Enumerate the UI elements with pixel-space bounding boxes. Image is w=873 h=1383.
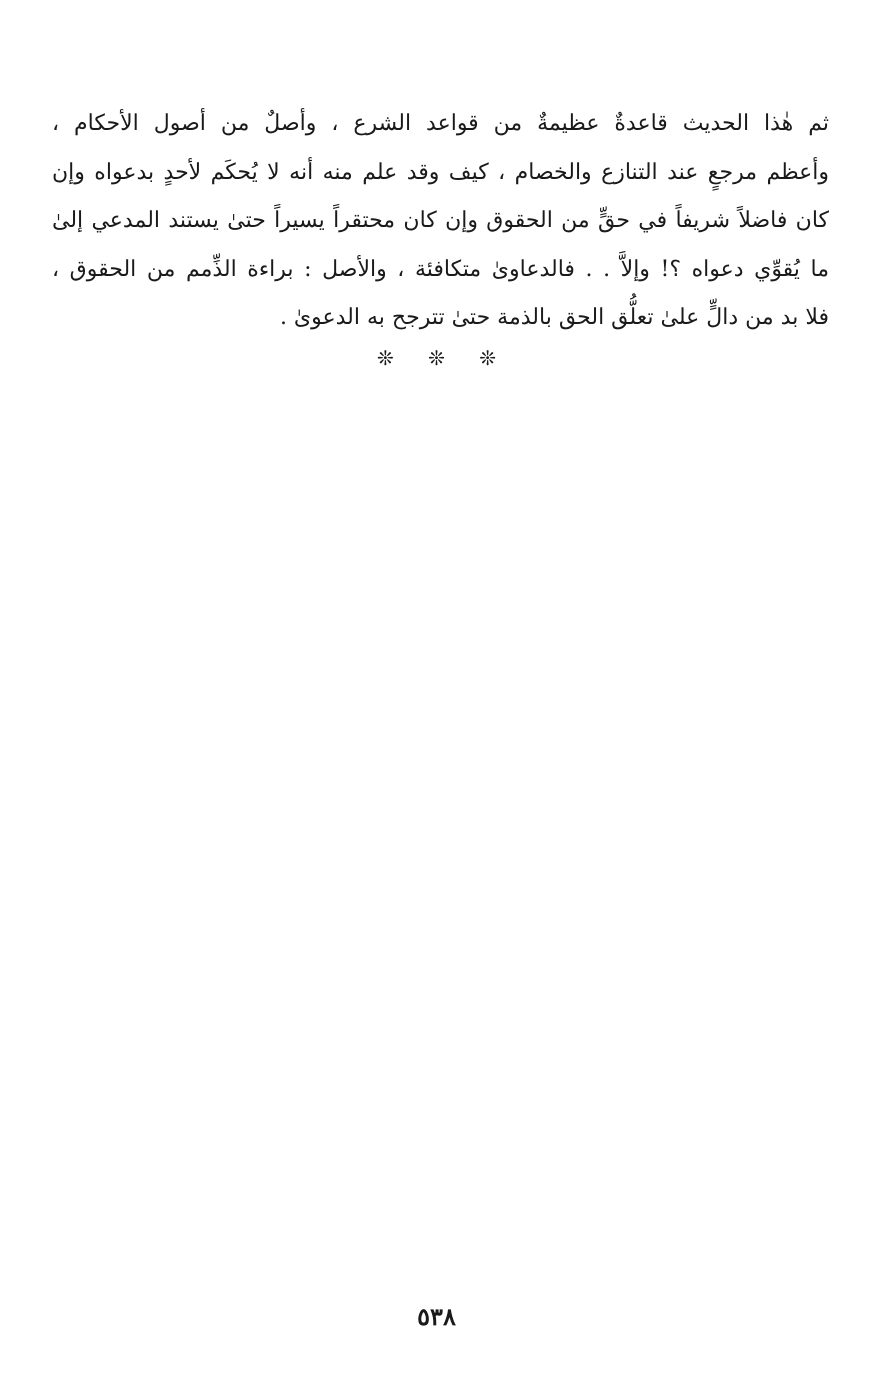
section-separator — [0, 346, 873, 370]
paragraph-line-3: كان فاضلاً شريفاً في حقٍّ من الحقوق وإن كان محتقراً يسيراً حتىٰ يستند المدعي إلىٰ — [52, 208, 829, 233]
paragraph-line-1: ثم هٰذا الحديث قاعدةٌ عظيمةٌ من قواعد الشرع ، وأصلٌ من أصول الأحكام ، — [52, 111, 829, 136]
asterism-mark-2: ❊ — [428, 346, 445, 370]
page-number: ٥٣٨ — [417, 1302, 456, 1331]
paragraph-line-4: ما يُقوِّي دعواه ؟! وإلاَّ . . فالدعاوىٰ متكافئة ، والأصل : براءة الذِّمم من الحقوق ، — [52, 256, 829, 282]
body-paragraph — [52, 100, 829, 343]
asterism-mark-1: ❊ — [479, 346, 496, 370]
paragraph-line-5: فلا بد من دالٍّ علىٰ تعلُّق الحق بالذمة حتىٰ تترجح به الدعوىٰ . — [279, 305, 829, 330]
asterism-mark-3: ❊ — [376, 346, 394, 370]
paragraph-line-2: وأعظم مرجعٍ عند التنازع والخصام ، كيف وقد علم منه أنه لا يُحكَم لأحدٍ بدعواه وإن — [52, 159, 829, 185]
